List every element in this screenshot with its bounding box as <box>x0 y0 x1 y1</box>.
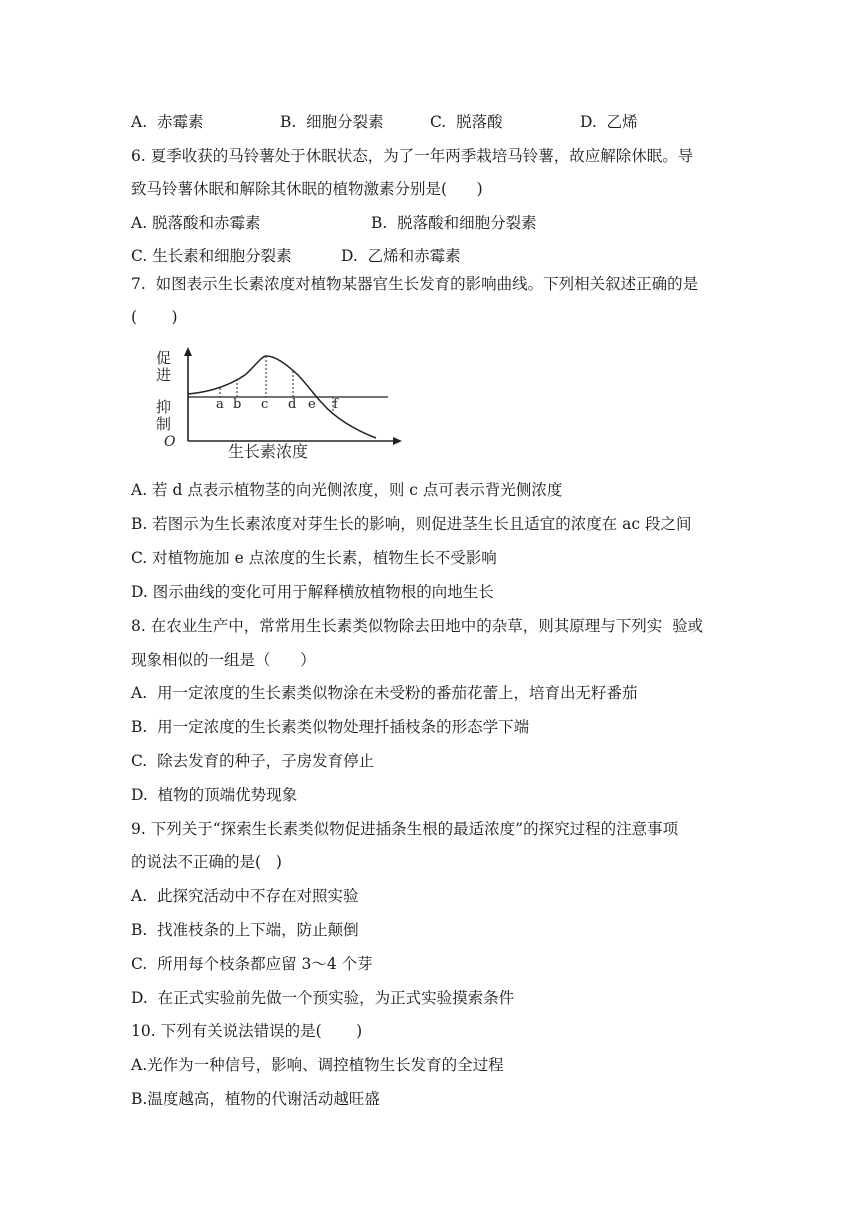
q5-option-a: A. 赤霉素 <box>131 113 204 131</box>
y-axis-arrow <box>184 347 192 356</box>
q8-option-b: B. 用一定浓度的生长素类似物处理扦插枝条的形态学下端 <box>131 718 530 736</box>
q9-option-b: B. 找准枝条的上下端，防止颠倒 <box>131 921 359 939</box>
q10-stem: 10. 下列有关说法错误的是( ) <box>131 1022 363 1040</box>
q5-option-d: D. 乙烯 <box>580 113 638 131</box>
q7-option-a: A. 若 d 点表示植物茎的向光侧浓度，则 c 点可表示背光侧浓度 <box>131 481 563 499</box>
y-label-promote-2: 进 <box>156 366 172 384</box>
q7-option-d: D. 图示曲线的变化可用于解释横放植物根的向地生长 <box>131 583 494 601</box>
q7-option-c: C. 对植物施加 e 点浓度的生长素，植物生长不受影响 <box>131 549 497 567</box>
q8-option-d: D. 植物的顶端优势现象 <box>131 786 298 804</box>
point-b: b <box>233 397 242 412</box>
y-label-inhibit-2: 制 <box>156 415 172 433</box>
auxin-concentration-figure <box>150 345 410 460</box>
q8-stem-line-1: 8. 在农业生产中，常常用生长素类似物除去田地中的杂草，则其原理与下列实 验或 <box>131 617 704 635</box>
q8-option-a: A. 用一定浓度的生长素类似物涂在未受粉的番茄花蕾上，培育出无籽番茄 <box>131 684 638 702</box>
x-axis-label: 生长素浓度 <box>228 442 309 460</box>
q6-stem-line-1: 6. 夏季收获的马铃薯处于休眠状态，为了一年两季栽培马铃薯，故应解除休眠。导 <box>131 147 694 165</box>
q9-option-d: D. 在正式实验前先做一个预实验，为正式实验摸索条件 <box>131 989 515 1007</box>
point-c: c <box>261 397 269 412</box>
q8-option-c: C. 除去发育的种子，子房发育停止 <box>131 752 375 770</box>
point-f: f <box>333 397 338 412</box>
q6-option-d: D. 乙烯和赤霉素 <box>341 247 461 265</box>
q6-stem-line-2: 致马铃薯休眠和解除其休眠的植物激素分别是( ) <box>131 180 483 198</box>
x-axis-arrow <box>393 437 402 445</box>
q9-option-a: A. 此探究活动中不存在对照实验 <box>131 887 359 905</box>
q10-option-a: A.光作为一种信号，影响、调控植物生长发育的全过程 <box>131 1056 504 1074</box>
q5-option-c: C. 脱落酸 <box>430 113 503 131</box>
origin-label: O <box>164 434 176 450</box>
point-d: d <box>288 397 297 412</box>
q10-option-b: B.温度越高，植物的代谢活动越旺盛 <box>131 1090 380 1108</box>
q5-option-b: B. 细胞分裂素 <box>280 113 384 131</box>
q9-stem-line-1: 9. 下列关于“探索生长素类似物促进插条生根的最适浓度”的探究过程的注意事项 <box>131 820 679 838</box>
point-a: a <box>216 397 224 412</box>
q7-option-b: B. 若图示为生长素浓度对芽生长的影响，则促进茎生长且适宜的浓度在 ac 段之间 <box>131 515 692 533</box>
q9-stem-line-2: 的说法不正确的是( ) <box>131 853 282 871</box>
point-e: e <box>308 397 316 412</box>
q7-stem-line-1: 7. 如图表示生长素浓度对植物某器官生长发育的影响曲线。下列相关叙述正确的是 <box>131 275 699 293</box>
q6-option-a: A. 脱落酸和赤霉素 <box>131 214 261 232</box>
q6-option-c: C. 生长素和细胞分裂素 <box>131 247 292 265</box>
q6-option-b: B. 脱落酸和细胞分裂素 <box>371 214 537 232</box>
y-label-inhibit-1: 抑 <box>156 398 172 416</box>
y-label-promote-1: 促 <box>156 349 172 367</box>
q9-option-c: C. 所用每个枝条都应留 3～4 个芽 <box>131 955 373 973</box>
q7-stem-line-2: ( ) <box>131 308 178 326</box>
q8-stem-line-2: 现象相似的一组是（ ） <box>131 651 316 669</box>
